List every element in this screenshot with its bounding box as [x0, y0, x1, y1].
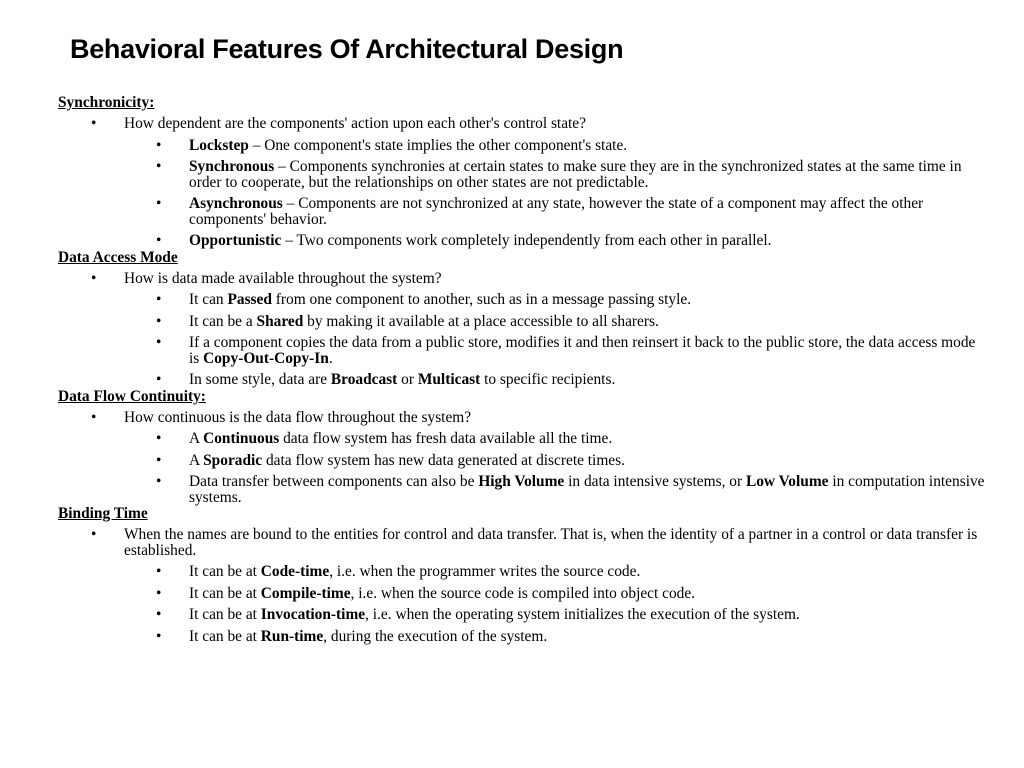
bullet-icon: • — [156, 451, 162, 469]
bullet-icon: • — [156, 158, 162, 175]
bullet-icon: • — [156, 584, 162, 602]
bullet-icon: • — [156, 136, 162, 154]
list-item: • Data transfer between components can also be High Volume in data intensive systems, or Low Volume in computation intensive systems. — [156, 473, 985, 506]
bullet-icon: • — [156, 563, 162, 580]
list-item: • It can be at Invocation-time, i.e. when the operating system initializes the execution of the system. — [156, 606, 800, 623]
section-question: • When the names are bound to the entities for control and data transfer. That is, when the identity of a partner in a control or data transfer is established. — [91, 526, 978, 559]
list-item: • It can be a Shared by making it available at a place accessible to all sharers. — [156, 312, 659, 330]
section-heading-data-access-mode: Data Access Mode — [58, 248, 178, 266]
bullet-icon: • — [91, 115, 97, 132]
bullet-icon: • — [156, 195, 162, 212]
list-item: • It can Passed from one component to another, such as in a message passing style. — [156, 291, 692, 308]
section-question: • How continuous is the data flow throughout the system? — [91, 408, 472, 426]
list-item: • A Continuous data flow system has fresh data available all the time. — [156, 430, 613, 447]
section-heading-data-flow-continuity: Data Flow Continuity: — [58, 387, 206, 405]
list-item: • Opportunistic – Two components work completely independently from each other in parallel. — [156, 232, 772, 249]
list-item: • In some style, data are Broadcast or Multicast to specific recipients. — [156, 371, 616, 388]
bullet-icon: • — [156, 334, 162, 351]
list-item: • It can be at Code-time, i.e. when the programmer writes the source code. — [156, 563, 641, 580]
bullet-icon: • — [156, 606, 162, 623]
list-item: • A Sporadic data flow system has new data generated at discrete times. — [156, 451, 625, 469]
bullet-icon: • — [91, 526, 97, 543]
bullet-icon: • — [156, 232, 162, 249]
list-item: • It can be at Run-time, during the execution of the system. — [156, 627, 548, 645]
list-item: • It can be at Compile-time, i.e. when the source code is compiled into object code. — [156, 584, 696, 602]
bullet-icon: • — [156, 291, 162, 308]
section-heading-binding-time: Binding Time — [58, 505, 148, 522]
bullet-icon: • — [156, 473, 162, 490]
list-item: • If a component copies the data from a public store, modifies it and then reinsert it back to the public store, the data access mode is Copy-Out-Copy-In. — [156, 334, 976, 367]
section-question: • How dependent are the components' action upon each other's control state? — [91, 115, 586, 132]
document-body — [58, 94, 988, 644]
bullet-icon: • — [91, 408, 97, 426]
bullet-icon: • — [156, 312, 162, 330]
list-item: • Synchronous – Components synchronies at certain states to make sure they are in the synchronized states at the same time in order to cooperate, but the relationships on other states are not predictable. — [156, 158, 962, 191]
bullet-icon: • — [156, 430, 162, 447]
bullet-icon: • — [91, 269, 97, 287]
section-heading-synchronicity: Synchronicity: — [58, 94, 155, 111]
bullet-icon: • — [156, 371, 162, 388]
page-title: Behavioral Features Of Architectural Design — [70, 34, 624, 64]
section-question: • How is data made available throughout the system? — [91, 269, 442, 287]
list-item: • Asynchronous – Components are not synchronized at any state, however the state of a component may affect the other components' behavior. — [156, 195, 924, 228]
bullet-icon: • — [156, 627, 162, 645]
list-item: • Lockstep – One component's state implies the other component's state. — [156, 136, 628, 154]
